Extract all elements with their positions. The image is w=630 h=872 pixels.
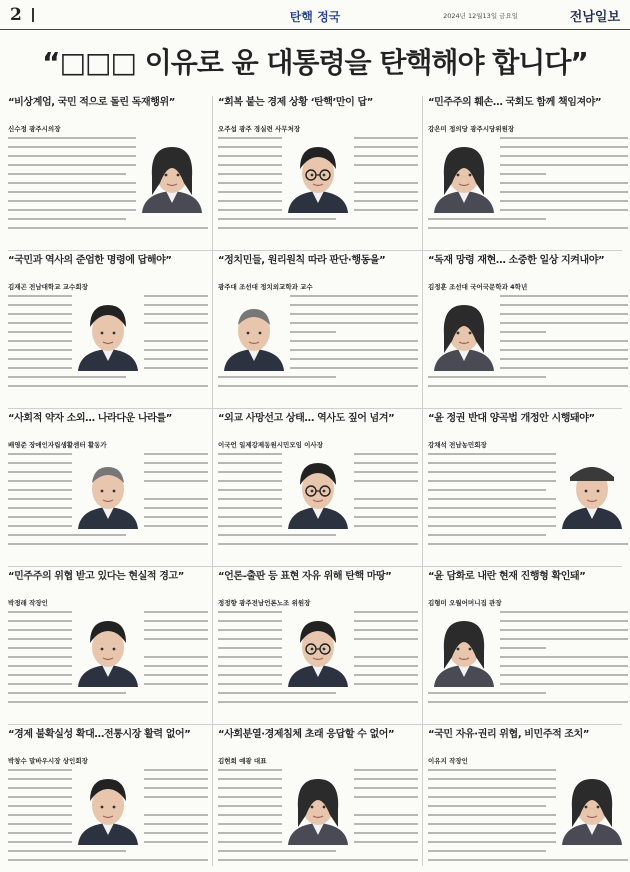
text-line xyxy=(428,805,546,807)
opinion-article xyxy=(428,412,628,560)
article-title: “윤 담화로 내란 현재 진행형 확인돼” xyxy=(428,571,586,582)
section-title: 탄핵 정국 xyxy=(289,10,341,24)
text-line xyxy=(218,534,336,536)
article-body xyxy=(8,769,208,869)
author-portrait xyxy=(556,453,628,529)
article-author: 이국언 일제강제동원시민모임 이사장 xyxy=(218,441,323,449)
article-body xyxy=(8,295,208,395)
column-divider xyxy=(212,96,213,866)
column-divider xyxy=(422,96,423,866)
article-title: “외교 사망선고 상태… 역사도 짚어 넘겨” xyxy=(218,413,395,424)
text-line xyxy=(8,543,208,545)
article-body xyxy=(8,137,208,237)
article-author: 오주섭 광주 경실련 사무처장 xyxy=(218,125,301,133)
text-line xyxy=(428,692,546,694)
article-title: “정치민들, 원리원칙 따라 판단·행동을” xyxy=(218,255,386,266)
opinion-article xyxy=(428,570,628,718)
article-title: “경제 불확실성 확대…전통시장 활력 없어” xyxy=(8,729,191,740)
text-line xyxy=(428,543,628,545)
opinion-article xyxy=(218,728,418,872)
article-body xyxy=(428,769,628,869)
text-line xyxy=(428,376,546,378)
author-portrait xyxy=(282,611,354,687)
author-portrait xyxy=(72,295,144,371)
article-title: “민주주의 훼손… 국회도 함께 책임져야” xyxy=(428,97,602,108)
text-line xyxy=(428,489,546,491)
article-author: 배영준 장애인자립생활센터 활동가 xyxy=(8,441,107,449)
text-line xyxy=(8,173,126,175)
author-portrait xyxy=(218,295,290,371)
text-line xyxy=(428,850,546,852)
article-author: 박창수 말바우시장 상인회장 xyxy=(8,757,88,765)
article-body xyxy=(218,611,418,711)
main-headline: “□□□ 이유로 윤 대통령을 탄핵해야 합니다” xyxy=(42,46,588,79)
text-line xyxy=(428,534,546,536)
article-author: 김정훈 조선대 국어국문학과 4학년 xyxy=(428,283,528,291)
article-author: 김재곤 전남대학교 교수회장 xyxy=(8,283,88,291)
article-title: “윤 정권 반대 양곡법 개정안 시행돼야” xyxy=(428,413,595,424)
text-line xyxy=(428,701,628,703)
author-portrait xyxy=(428,295,500,371)
issue-date: 2024년 12월13일 금요일 xyxy=(443,12,518,20)
text-line xyxy=(218,859,418,861)
article-title: “국민 자유·권리 위협, 비민주적 조치” xyxy=(428,729,590,740)
text-line xyxy=(428,385,628,387)
article-body xyxy=(8,611,208,711)
author-portrait xyxy=(72,611,144,687)
article-author: 김형미 오월어머니집 관장 xyxy=(428,599,502,607)
text-line xyxy=(8,701,208,703)
text-line xyxy=(428,227,628,229)
article-body xyxy=(218,295,418,395)
article-title: “독재 망령 재현… 소중한 일상 지켜내야” xyxy=(428,255,605,266)
article-author: 김현희 예광 대표 xyxy=(218,757,267,765)
row-divider xyxy=(8,408,622,409)
newspaper-logo: 전남일보 xyxy=(569,10,620,25)
row-divider xyxy=(8,566,622,567)
page-header xyxy=(0,0,630,30)
text-line xyxy=(8,218,126,220)
opinion-article xyxy=(428,96,628,244)
article-body xyxy=(218,453,418,553)
author-portrait xyxy=(282,137,354,213)
article-body xyxy=(428,137,628,237)
opinion-article xyxy=(8,254,208,402)
opinion-article xyxy=(218,96,418,244)
page-number: 2 xyxy=(10,5,22,25)
article-author: 정정향 광주전남언론노조 위원장 xyxy=(218,599,311,607)
article-title: “언론-출판 등 표현 자유 위해 탄핵 마땅” xyxy=(218,571,392,582)
opinion-article xyxy=(218,254,418,402)
text-line xyxy=(8,227,208,229)
text-line xyxy=(218,385,418,387)
article-body xyxy=(8,453,208,553)
article-body xyxy=(218,769,418,869)
text-line xyxy=(8,534,126,536)
article-author: 강은미 정의당 광주시당위원장 xyxy=(428,125,515,133)
text-line xyxy=(218,850,336,852)
article-body xyxy=(428,611,628,711)
opinion-article xyxy=(218,570,418,718)
text-line xyxy=(218,701,418,703)
text-line xyxy=(8,692,126,694)
author-portrait xyxy=(428,611,500,687)
text-line xyxy=(218,376,336,378)
article-body xyxy=(428,295,628,395)
opinion-article xyxy=(428,254,628,402)
author-portrait xyxy=(72,769,144,845)
text-line xyxy=(8,859,208,861)
text-line xyxy=(8,385,208,387)
opinion-article xyxy=(8,412,208,560)
text-line xyxy=(218,218,336,220)
article-title: “민주주의 위협 받고 있다는 현실적 경고” xyxy=(8,571,184,582)
text-line xyxy=(428,218,546,220)
article-author: 강채석 전남농민회장 xyxy=(428,441,487,449)
opinion-article xyxy=(428,728,628,872)
text-line xyxy=(218,227,418,229)
text-line xyxy=(8,850,126,852)
article-title: “사회분열·경제침체 초래 응답할 수 없어” xyxy=(218,729,395,740)
article-author: 이유지 작장인 xyxy=(428,757,468,765)
article-body xyxy=(218,137,418,237)
opinion-article xyxy=(8,570,208,718)
author-portrait xyxy=(428,137,500,213)
article-author: 신수정 광주시의장 xyxy=(8,125,61,133)
article-title: “비상계엄, 국민 적으로 돌린 독재행위” xyxy=(8,97,175,108)
opinion-article xyxy=(218,412,418,560)
article-author: 광주대 조선대 정치외교학과 교수 xyxy=(218,283,313,291)
text-line xyxy=(428,859,628,861)
text-line xyxy=(218,692,336,694)
opinion-article xyxy=(8,728,208,872)
article-title: “회복 붙는 경제 상황 ‘탄핵’만이 답” xyxy=(218,97,373,108)
article-author: 박정래 작장인 xyxy=(8,599,48,607)
author-portrait xyxy=(282,453,354,529)
author-portrait xyxy=(556,769,628,845)
article-body xyxy=(428,453,628,553)
article-title: “국민과 역사의 준엄한 명령에 답해야” xyxy=(8,255,172,266)
author-portrait xyxy=(72,453,144,529)
text-line xyxy=(8,376,126,378)
row-divider xyxy=(8,250,622,251)
opinion-article xyxy=(8,96,208,244)
row-divider xyxy=(8,724,622,725)
author-portrait xyxy=(282,769,354,845)
author-portrait xyxy=(136,137,208,213)
text-line xyxy=(218,543,418,545)
article-title: “사회적 약자 소외… 나라다운 나라를” xyxy=(8,413,172,424)
